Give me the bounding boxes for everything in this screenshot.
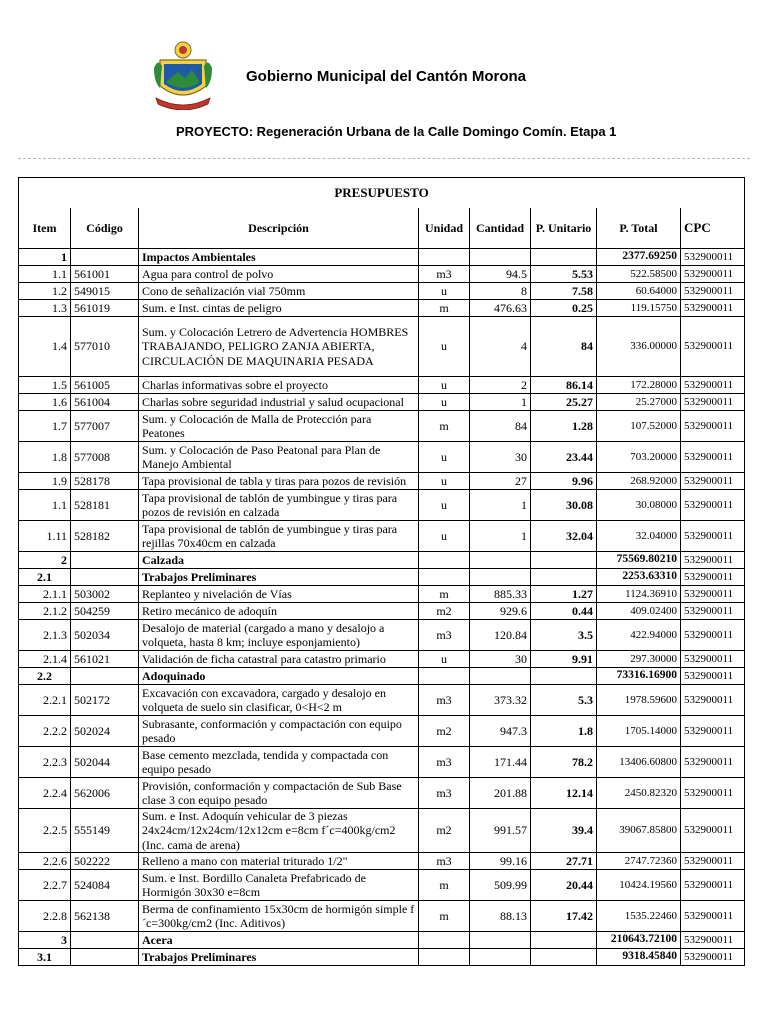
table-row — [19, 932, 745, 949]
cell-item: 1 — [19, 249, 71, 266]
cell-cpc: 532900011 — [681, 394, 745, 411]
cell-total: 1124.36910 — [597, 586, 681, 603]
cell-code: 502024 — [71, 716, 139, 747]
cell-qty — [470, 668, 531, 685]
cell-item: 1.1 — [19, 490, 71, 521]
table-row — [19, 603, 745, 620]
cell-code: 549015 — [71, 283, 139, 300]
cell-item: 1.4 — [19, 317, 71, 377]
cell-qty: 1 — [470, 521, 531, 552]
cell-cpc: 532900011 — [681, 932, 745, 949]
cell-unit — [419, 249, 470, 266]
cell-unit: m3 — [419, 853, 470, 870]
cell-unit: u — [419, 490, 470, 521]
cell-total: 2450.82320 — [597, 778, 681, 809]
cell-price: 12.14 — [531, 778, 597, 809]
cell-desc: Acera — [139, 932, 419, 949]
cell-code: 561019 — [71, 300, 139, 317]
cell-qty: 84 — [470, 411, 531, 442]
cell-price — [531, 668, 597, 685]
cell-total: 409.02400 — [597, 603, 681, 620]
cell-total: 119.15750 — [597, 300, 681, 317]
table-row — [19, 266, 745, 283]
municipal-crest-logo — [152, 38, 214, 110]
column-header-item: Item — [19, 208, 71, 249]
table-row — [19, 411, 745, 442]
cell-total: 32.04000 — [597, 521, 681, 552]
cell-code: 561021 — [71, 651, 139, 668]
cell-qty: 4 — [470, 317, 531, 377]
cell-desc: Retiro mecánico de adoquín — [139, 603, 419, 620]
table-row — [19, 377, 745, 394]
cell-qty: 885.33 — [470, 586, 531, 603]
cell-unit — [419, 569, 470, 586]
table-row — [19, 473, 745, 490]
cell-total: 10424.19560 — [597, 870, 681, 901]
cell-unit — [419, 932, 470, 949]
cell-cpc: 532900011 — [681, 300, 745, 317]
cell-desc: Adoquinado — [139, 668, 419, 685]
cell-item: 3.1 — [19, 949, 71, 966]
cell-desc: Relleno a mano con material triturado 1/2" — [139, 853, 419, 870]
cell-cpc: 532900011 — [681, 853, 745, 870]
cell-item: 2.1.1 — [19, 586, 71, 603]
cell-item: 1.2 — [19, 283, 71, 300]
cell-cpc: 532900011 — [681, 685, 745, 716]
cell-qty: 991.57 — [470, 809, 531, 853]
cell-desc: Excavación con excavadora, cargado y desalojo en volqueta de suelo sin clasificar, 0<H<2 m — [139, 685, 419, 716]
cell-price — [531, 569, 597, 586]
cell-qty: 8 — [470, 283, 531, 300]
cell-total: 13406.60800 — [597, 747, 681, 778]
cell-total: 268.92000 — [597, 473, 681, 490]
cell-qty: 929.6 — [470, 603, 531, 620]
cell-total: 73316.16900 — [597, 668, 681, 685]
cell-price: 1.27 — [531, 586, 597, 603]
cell-total: 30.08000 — [597, 490, 681, 521]
cell-cpc: 532900011 — [681, 411, 745, 442]
column-header-unit: Unidad — [419, 208, 470, 249]
cell-item: 2.2.8 — [19, 901, 71, 932]
cell-price: 1.8 — [531, 716, 597, 747]
budget-table — [18, 177, 745, 966]
cell-code: 502034 — [71, 620, 139, 651]
cell-item: 1.6 — [19, 394, 71, 411]
table-row — [19, 317, 745, 377]
cell-code — [71, 668, 139, 685]
cell-code — [71, 949, 139, 966]
cell-price: 5.3 — [531, 685, 597, 716]
cell-cpc: 532900011 — [681, 778, 745, 809]
project-title: PROYECTO: Regeneración Urbana de la Calle Domingo Comín. Etapa 1 — [176, 124, 617, 139]
cell-price: 86.14 — [531, 377, 597, 394]
cell-item: 1.8 — [19, 442, 71, 473]
cell-cpc: 532900011 — [681, 809, 745, 853]
cell-desc: Provisión, conformación y compactación de Sub Base clase 3 con equipo pesado — [139, 778, 419, 809]
cell-price — [531, 552, 597, 569]
cell-item: 1.7 — [19, 411, 71, 442]
column-header-desc: Descripción — [139, 208, 419, 249]
cell-cpc: 532900011 — [681, 249, 745, 266]
cell-unit: u — [419, 442, 470, 473]
cell-total: 2747.72360 — [597, 853, 681, 870]
cell-cpc: 532900011 — [681, 442, 745, 473]
cell-total: 75569.80210 — [597, 552, 681, 569]
cell-desc: Berma de confinamiento 15x30cm de hormigón simple f´c=300kg/cm2 (Inc. Aditivos) — [139, 901, 419, 932]
column-header-code: Código — [71, 208, 139, 249]
cell-desc: Replanteo y nivelación de Vías — [139, 586, 419, 603]
cell-qty — [470, 249, 531, 266]
cell-cpc: 532900011 — [681, 716, 745, 747]
cell-desc: Sum. y Colocación de Paso Peatonal para Plan de Manejo Ambiental — [139, 442, 419, 473]
cell-price: 3.5 — [531, 620, 597, 651]
cell-desc: Sum. e Inst. Adoquín vehicular de 3 piezas 24x24cm/12x24cm/12x12cm e=8cm f´c=400kg/cm2 (Inc. cama de arena) — [139, 809, 419, 853]
cell-code — [71, 932, 139, 949]
cell-price: 39.4 — [531, 809, 597, 853]
cell-desc: Subrasante, conformación y compactación con equipo pesado — [139, 716, 419, 747]
table-row — [19, 778, 745, 809]
cell-price: 0.25 — [531, 300, 597, 317]
cell-unit: m3 — [419, 685, 470, 716]
cell-total: 336.00000 — [597, 317, 681, 377]
cell-item: 2.1.2 — [19, 603, 71, 620]
cell-price: 84 — [531, 317, 597, 377]
cell-cpc: 532900011 — [681, 377, 745, 394]
cell-code: 562006 — [71, 778, 139, 809]
cell-code: 561001 — [71, 266, 139, 283]
cell-code: 577010 — [71, 317, 139, 377]
cell-desc: Sum. y Colocación de Malla de Protección para Peatones — [139, 411, 419, 442]
cell-item: 1.3 — [19, 300, 71, 317]
cell-total: 25.27000 — [597, 394, 681, 411]
cell-unit: m3 — [419, 266, 470, 283]
cell-cpc: 532900011 — [681, 521, 745, 552]
cell-unit: u — [419, 317, 470, 377]
cell-unit: u — [419, 283, 470, 300]
table-row — [19, 249, 745, 266]
table-title: PRESUPUESTO — [19, 178, 745, 209]
cell-unit: u — [419, 377, 470, 394]
cell-qty — [470, 569, 531, 586]
cell-qty — [470, 552, 531, 569]
cell-desc: Tapa provisional de tabla y tiras para pozos de revisión — [139, 473, 419, 490]
cell-item: 1.5 — [19, 377, 71, 394]
table-row — [19, 569, 745, 586]
cell-item: 2.2.6 — [19, 853, 71, 870]
cell-qty: 171.44 — [470, 747, 531, 778]
cell-qty: 27 — [470, 473, 531, 490]
cell-qty — [470, 932, 531, 949]
cell-item: 2.2.7 — [19, 870, 71, 901]
cell-price: 9.91 — [531, 651, 597, 668]
cell-unit: u — [419, 651, 470, 668]
cell-total: 703.20000 — [597, 442, 681, 473]
cell-code: 528182 — [71, 521, 139, 552]
cell-unit: u — [419, 521, 470, 552]
cell-code — [71, 552, 139, 569]
cell-item: 2.2.4 — [19, 778, 71, 809]
cell-code: 502222 — [71, 853, 139, 870]
cell-cpc: 532900011 — [681, 747, 745, 778]
table-row — [19, 685, 745, 716]
header-title: Gobierno Municipal del Cantón Morona — [246, 68, 526, 85]
cell-item: 2.1.4 — [19, 651, 71, 668]
cell-code — [71, 249, 139, 266]
cell-total: 210643.72100 — [597, 932, 681, 949]
cell-code: 524084 — [71, 870, 139, 901]
cell-desc: Impactos Ambientales — [139, 249, 419, 266]
cell-total: 1978.59600 — [597, 685, 681, 716]
cell-qty: 947.3 — [470, 716, 531, 747]
cell-item: 2.2.1 — [19, 685, 71, 716]
cell-total: 2253.63310 — [597, 569, 681, 586]
cell-cpc: 532900011 — [681, 620, 745, 651]
cell-desc: Sum. e Inst. Bordillo Canaleta Prefabricado de Hormigón 30x30 e=8cm — [139, 870, 419, 901]
cell-cpc: 532900011 — [681, 490, 745, 521]
cell-desc: Charlas sobre seguridad industrial y salud ocupacional — [139, 394, 419, 411]
cell-price: 23.44 — [531, 442, 597, 473]
table-row — [19, 668, 745, 685]
cell-desc: Trabajos Preliminares — [139, 569, 419, 586]
table-row — [19, 394, 745, 411]
cell-desc: Sum. y Colocación Letrero de Advertencia HOMBRES TRABAJANDO, PELIGRO ZANJA ABIERTA, CIRCULACIÓN DE MAQUINARIA PESADA — [139, 317, 419, 377]
table-row — [19, 300, 745, 317]
cell-code: 561004 — [71, 394, 139, 411]
cell-unit: m — [419, 411, 470, 442]
cell-price: 1.28 — [531, 411, 597, 442]
cell-item: 3 — [19, 932, 71, 949]
cell-code: 555149 — [71, 809, 139, 853]
cell-desc: Tapa provisional de tablón de yumbingue y tiras para rejillas 70x40cm en calzada — [139, 521, 419, 552]
cell-item: 2.2.2 — [19, 716, 71, 747]
cell-total: 39067.85800 — [597, 809, 681, 853]
cell-desc: Cono de señalización vial 750mm — [139, 283, 419, 300]
column-header-qty: Cantidad — [470, 208, 531, 249]
column-header-price: P. Unitario — [531, 208, 597, 249]
table-row — [19, 809, 745, 853]
cell-total: 172.28000 — [597, 377, 681, 394]
cell-item: 2.1 — [19, 569, 71, 586]
cell-price: 7.58 — [531, 283, 597, 300]
cell-item: 2.1.3 — [19, 620, 71, 651]
cell-unit: m2 — [419, 603, 470, 620]
cell-price: 32.04 — [531, 521, 597, 552]
cell-code: 562138 — [71, 901, 139, 932]
cell-item: 1.11 — [19, 521, 71, 552]
cell-code: 577008 — [71, 442, 139, 473]
dashed-divider — [18, 158, 750, 159]
cell-item: 1.1 — [19, 266, 71, 283]
cell-desc: Calzada — [139, 552, 419, 569]
table-row — [19, 651, 745, 668]
cell-unit: m — [419, 870, 470, 901]
table-row — [19, 716, 745, 747]
cell-price — [531, 932, 597, 949]
cell-code: 504259 — [71, 603, 139, 620]
cell-price: 17.42 — [531, 901, 597, 932]
table-row — [19, 853, 745, 870]
cell-total: 9318.45840 — [597, 949, 681, 966]
cell-cpc: 532900011 — [681, 603, 745, 620]
cell-total: 1705.14000 — [597, 716, 681, 747]
cell-code — [71, 569, 139, 586]
cell-code: 502172 — [71, 685, 139, 716]
cell-desc: Tapa provisional de tablón de yumbingue y tiras para pozos de revisión en calzada — [139, 490, 419, 521]
cell-qty: 30 — [470, 442, 531, 473]
cell-item: 2 — [19, 552, 71, 569]
cell-unit: m — [419, 586, 470, 603]
cell-price: 5.53 — [531, 266, 597, 283]
table-row — [19, 747, 745, 778]
cell-qty: 88.13 — [470, 901, 531, 932]
table-row — [19, 949, 745, 966]
cell-qty — [470, 949, 531, 966]
cell-cpc: 532900011 — [681, 473, 745, 490]
cell-price: 27.71 — [531, 853, 597, 870]
cell-cpc: 532900011 — [681, 586, 745, 603]
cell-qty: 30 — [470, 651, 531, 668]
cell-cpc: 532900011 — [681, 552, 745, 569]
cell-code: 502044 — [71, 747, 139, 778]
cell-price: 30.08 — [531, 490, 597, 521]
cell-qty: 476.63 — [470, 300, 531, 317]
cell-unit — [419, 949, 470, 966]
cell-unit — [419, 668, 470, 685]
cell-item: 2.2.3 — [19, 747, 71, 778]
cell-item: 2.2.5 — [19, 809, 71, 853]
cell-cpc: 532900011 — [681, 949, 745, 966]
cell-unit: m — [419, 300, 470, 317]
cell-total: 107.52000 — [597, 411, 681, 442]
table-row — [19, 490, 745, 521]
cell-desc: Desalojo de material (cargado a mano y desalojo a volqueta, hasta 8 km; incluye esponjamiento) — [139, 620, 419, 651]
cell-price — [531, 249, 597, 266]
cell-price: 20.44 — [531, 870, 597, 901]
cell-cpc: 532900011 — [681, 901, 745, 932]
table-row — [19, 552, 745, 569]
cell-unit: u — [419, 394, 470, 411]
cell-price — [531, 949, 597, 966]
table-row — [19, 620, 745, 651]
table-row — [19, 521, 745, 552]
cell-item: 1.9 — [19, 473, 71, 490]
cell-code: 503002 — [71, 586, 139, 603]
cell-desc: Trabajos Preliminares — [139, 949, 419, 966]
cell-cpc: 532900011 — [681, 283, 745, 300]
cell-cpc: 532900011 — [681, 266, 745, 283]
cell-unit: m — [419, 901, 470, 932]
table-row — [19, 442, 745, 473]
cell-unit: m3 — [419, 620, 470, 651]
cell-desc: Agua para control de polvo — [139, 266, 419, 283]
cell-price: 78.2 — [531, 747, 597, 778]
cell-desc: Charlas informativas sobre el proyecto — [139, 377, 419, 394]
cell-total: 422.94000 — [597, 620, 681, 651]
cell-unit: m3 — [419, 747, 470, 778]
cell-unit: m2 — [419, 716, 470, 747]
cell-total: 2377.69250 — [597, 249, 681, 266]
cell-qty: 94.5 — [470, 266, 531, 283]
cell-cpc: 532900011 — [681, 668, 745, 685]
cell-qty: 509.99 — [470, 870, 531, 901]
cell-desc: Base cemento mezclada, tendida y compactada con equipo pesado — [139, 747, 419, 778]
cell-total: 522.58500 — [597, 266, 681, 283]
cell-qty: 99.16 — [470, 853, 531, 870]
cell-price: 25.27 — [531, 394, 597, 411]
cell-total: 60.64000 — [597, 283, 681, 300]
cell-cpc: 532900011 — [681, 870, 745, 901]
cell-cpc: 532900011 — [681, 569, 745, 586]
table-row — [19, 586, 745, 603]
cell-cpc: 532900011 — [681, 317, 745, 377]
cell-unit: m2 — [419, 809, 470, 853]
cell-unit: m3 — [419, 778, 470, 809]
cell-qty: 373.32 — [470, 685, 531, 716]
cell-cpc: 532900011 — [681, 651, 745, 668]
cell-unit — [419, 552, 470, 569]
table-row — [19, 870, 745, 901]
cell-code: 528178 — [71, 473, 139, 490]
cell-code: 561005 — [71, 377, 139, 394]
column-header-cpc: CPC — [681, 208, 745, 249]
cell-qty: 1 — [470, 394, 531, 411]
table-row — [19, 283, 745, 300]
cell-desc: Validación de ficha catastral para catastro primario — [139, 651, 419, 668]
cell-desc: Sum. e Inst. cintas de peligro — [139, 300, 419, 317]
cell-unit: u — [419, 473, 470, 490]
cell-item: 2.2 — [19, 668, 71, 685]
cell-total: 1535.22460 — [597, 901, 681, 932]
cell-price: 9.96 — [531, 473, 597, 490]
cell-qty: 120.84 — [470, 620, 531, 651]
cell-total: 297.30000 — [597, 651, 681, 668]
cell-qty: 1 — [470, 490, 531, 521]
cell-code: 577007 — [71, 411, 139, 442]
cell-qty: 2 — [470, 377, 531, 394]
column-header-total: P. Total — [597, 208, 681, 249]
cell-code: 528181 — [71, 490, 139, 521]
cell-qty: 201.88 — [470, 778, 531, 809]
cell-price: 0.44 — [531, 603, 597, 620]
table-row — [19, 901, 745, 932]
